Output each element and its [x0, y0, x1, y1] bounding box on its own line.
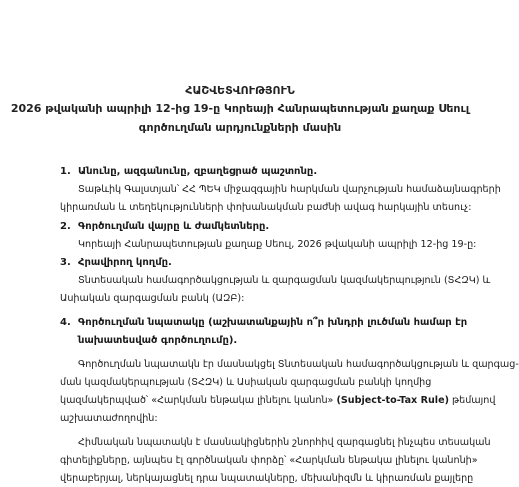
section-heading-text: Հրավիրող կողմը.: [78, 257, 172, 268]
section-4-body-line-3: [60, 393, 495, 409]
section-4-body-line-1: Գործուղման նպատակն էր մասնակցել Տնտեսական համագործակցության և զարգաց-: [78, 359, 519, 370]
section-1-body-line-1: Տաթևիկ Գալստյան՝ ՀՀ ՊԵԿ միջազգային հարկման վարչության համաձայնագրերի: [78, 184, 501, 195]
section-number: 2.: [60, 221, 71, 232]
section-4-body-line-6: գիտելիքները, այնպես էլ գործնական փորձը՝ «Հարկման ենթակա լինելու կանոնի»: [60, 455, 478, 466]
section-number: 1.: [60, 166, 71, 177]
section-3-body-line-1: Տնտեսական համագործակցության և զարգացման կազմակերպություն (ՏՀԶԿ) և: [78, 275, 491, 286]
section-heading-text: Գործուղման նպատակը (աշխատանքային ո՞ր խնդրի լուծման համար էր: [78, 317, 468, 328]
report-subtitle-line-2: գործուղման արդյունքների մասին: [138, 121, 342, 134]
section-4-body-line-2: ման կազմակերպության (ՏՀԶԿ) և Ասիական զարգացման բանկի կողմից: [60, 377, 432, 388]
section-heading-text: Անունը, ազգանունը, զբաղեցրած պաշտոնը.: [78, 166, 318, 177]
section-4-body-line-4: աշխատաժողովին:: [60, 413, 158, 424]
section-4-heading-line-1: [60, 315, 467, 331]
section-2-body-line-1: Կորեայի Հանրապետության քաղաք Սեուլ, 2026 թվականի ապրիլի 12-ից 19-ը:: [78, 239, 477, 250]
body-text: թեմայով: [452, 395, 496, 406]
section-1-heading: [60, 164, 317, 180]
section-4-body-line-5: Հիմնական նպատակն է մասնակիցներին շնորհիվ զարգացնել ինչպես տեսական: [78, 437, 491, 448]
section-heading-text: Գործուղման վայրը և ժամկետները.: [78, 221, 270, 232]
report-subtitle-line-1: 2026 թվականի ապրիլի 12-ից 19-ը Կորեայի Հանրապետության քաղաք Սեուլ: [10, 102, 470, 115]
report-title: ՀԱՇՎԵՏՎՈՒԹՅՈՒՆ: [185, 84, 295, 97]
body-text: կազմակերպված՝ «Հարկման ենթակա լինելու կանոն»: [60, 395, 334, 406]
section-4-body-line-7: վերաբերյալ, ներկայացնել դրա նպատակները, մեխանիզմն և կիրառման քայլերը: [60, 473, 474, 484]
section-1-body-line-2: կիրառման և տեղեկությունների փոխանակման բաժնի ավագ հարկային տեսուչ:: [60, 202, 472, 213]
section-3-heading: [60, 255, 172, 271]
section-number: 4.: [60, 317, 71, 328]
section-number: 3.: [60, 257, 71, 268]
section-2-heading: [60, 219, 269, 235]
section-4-heading-line-2: նախատեսված գործուղումը).: [78, 335, 238, 346]
section-3-body-line-2: Ասիական զարգացման բանկ (ԱԶԲ):: [60, 293, 245, 304]
subject-to-tax-rule-label: (Subject-to-Tax Rule): [336, 395, 449, 406]
